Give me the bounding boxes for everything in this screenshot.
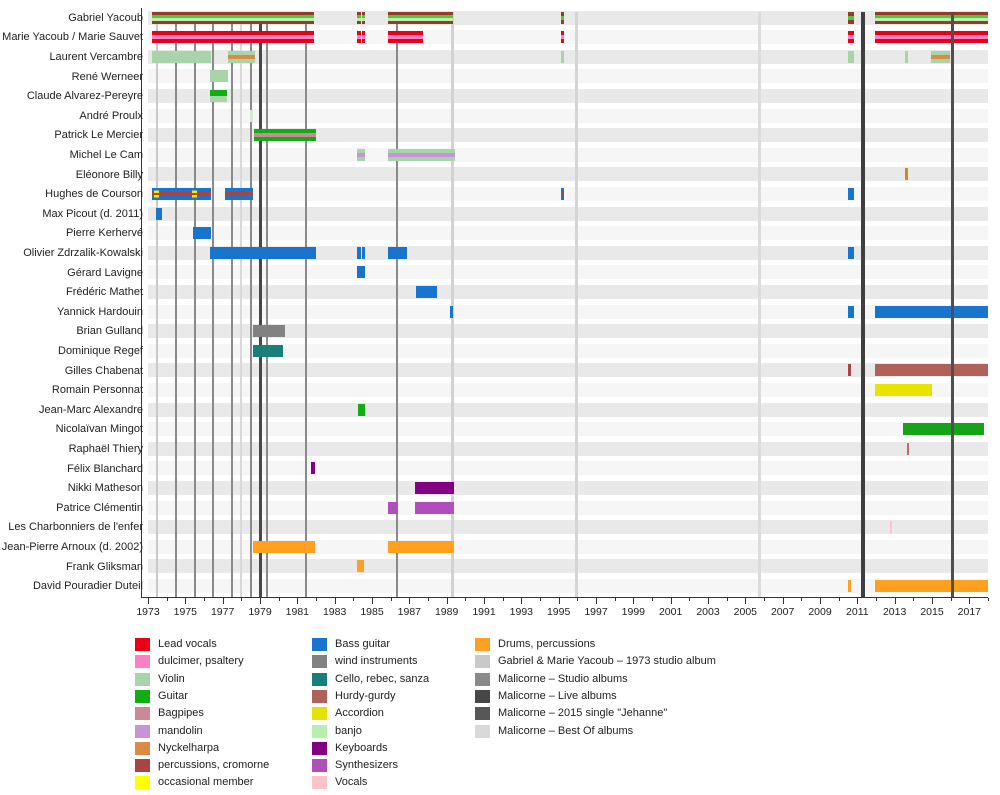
- member-label: Brian Gulland: [76, 325, 143, 338]
- timeline-bar: [362, 247, 366, 259]
- timeline-bar: [253, 541, 315, 553]
- axis-year-label: 1989: [434, 606, 459, 618]
- timeline-bar: [875, 384, 932, 396]
- timeline-bar: [156, 208, 162, 220]
- member-label: Claude Alvarez-Pereyre: [26, 90, 143, 103]
- axis-tick: [297, 598, 298, 604]
- legend-item-label: wind instruments: [335, 655, 418, 668]
- axis-tick: [559, 598, 560, 604]
- legend-item-label: Hurdy-gurdy: [335, 689, 396, 702]
- member-label: Gabriel Yacoub: [68, 11, 143, 24]
- member-label: Patrick Le Mercier: [54, 129, 143, 142]
- timeline-bar: [388, 31, 423, 43]
- axis-tick: [185, 598, 186, 604]
- timeline-bar: [907, 443, 909, 455]
- legend-item-label: Malicorne – Best Of albums: [498, 724, 634, 737]
- legend-swatch: [475, 638, 490, 651]
- timeline-bar: [357, 12, 361, 24]
- axis-tick: [148, 598, 149, 604]
- axis-year-label: 2005: [733, 606, 757, 618]
- timeline-bar: [152, 51, 211, 63]
- axis-tick: [391, 598, 392, 601]
- axis-tick: [671, 598, 672, 604]
- timeline-bar: [561, 51, 564, 63]
- timeline-bar: [362, 31, 366, 43]
- axis-tick: [633, 598, 634, 604]
- legend-item-label: Synthesizers: [335, 759, 398, 772]
- axis-year-label: 2017: [957, 606, 981, 618]
- timeline-bar: [358, 404, 365, 416]
- axis-tick: [951, 598, 952, 601]
- timeline-bar: [154, 188, 160, 200]
- timeline-bar: [561, 12, 564, 24]
- timeline-bar: [415, 482, 454, 494]
- axis-year-label: 2011: [846, 606, 869, 618]
- timeline-bar: [152, 188, 211, 200]
- timeline-bar: [250, 110, 253, 122]
- timeline-bar: [362, 12, 366, 24]
- axis-tick: [577, 598, 578, 601]
- axis-tick: [241, 598, 242, 601]
- legend-swatch: [135, 655, 150, 668]
- timeline-bar: [875, 580, 988, 592]
- album-line: [861, 12, 865, 597]
- timeline-bar: [848, 188, 854, 200]
- axis-tick: [465, 598, 466, 601]
- axis-tick: [745, 598, 746, 604]
- legend-item-label: Violin: [158, 672, 185, 685]
- member-label: Marie Yacoub / Marie Sauvet: [2, 31, 143, 44]
- legend-item-label: Lead vocals: [158, 638, 217, 650]
- timeline-bar: [561, 31, 564, 43]
- legend-swatch: [475, 725, 490, 738]
- member-label: Nikki Matheson: [67, 482, 143, 495]
- axis-tick: [820, 598, 821, 604]
- timeline-bar: [875, 12, 988, 24]
- legend-swatch: [312, 690, 327, 703]
- album-line: [156, 12, 158, 597]
- axis-tick: [447, 598, 448, 604]
- member-label: David Pouradier Duteil: [32, 580, 143, 593]
- axis-year-label: 1987: [397, 606, 421, 618]
- axis-tick: [913, 598, 914, 601]
- legend-item-label: Guitar: [158, 689, 188, 702]
- member-label: Yannick Hardouin: [56, 305, 143, 318]
- timeline-bar: [192, 188, 198, 200]
- axis-tick: [353, 598, 354, 601]
- legend-item-label: Vocals: [335, 776, 368, 789]
- axis-tick: [223, 598, 224, 604]
- legend-item-label: Bass guitar: [335, 638, 391, 650]
- timeline-bar: [152, 31, 314, 43]
- timeline-bar: [450, 306, 453, 318]
- member-label: Pierre Kerhervé: [65, 227, 143, 240]
- axis-year-label: 2009: [808, 606, 832, 618]
- axis-tick: [428, 598, 429, 601]
- legend-swatch: [135, 742, 150, 755]
- axis-tick: [484, 598, 485, 604]
- legend-swatch: [135, 690, 150, 703]
- album-line: [758, 12, 761, 597]
- member-label: Patrice Clémentin: [56, 501, 143, 514]
- timeline-bar: [875, 306, 988, 318]
- timeline-bar: [228, 51, 255, 63]
- axis-year-label: 2013: [882, 606, 907, 618]
- axis-tick: [839, 598, 840, 601]
- legend-swatch: [312, 707, 327, 720]
- member-label: Olivier Zdrzalik-Kowalski: [23, 247, 143, 259]
- axis-year-label: 2015: [920, 606, 944, 618]
- timeline-bar: [848, 247, 854, 259]
- legend-item-label: Drums, percussions: [498, 638, 596, 650]
- timeline-bar: [416, 286, 437, 298]
- member-label: Jean-Pierre Arnoux (d. 2002): [1, 541, 143, 553]
- timeline-bar: [357, 266, 365, 278]
- timeline-bar: [152, 12, 314, 24]
- legend-item-label: Malicorne – Live albums: [498, 689, 617, 702]
- timeline-bar: [931, 51, 950, 63]
- axis-tick: [857, 598, 858, 604]
- axis-tick: [727, 598, 728, 601]
- member-label: Jean-Marc Alexandre: [39, 403, 143, 416]
- timeline-bar: [890, 521, 892, 533]
- album-line: [305, 12, 307, 597]
- timeline-bar: [357, 149, 365, 161]
- member-label: Dominique Regef: [58, 345, 143, 357]
- timeline-bar: [388, 247, 408, 259]
- x-axis-line: [141, 597, 988, 598]
- member-label: Gérard Lavigne: [67, 266, 143, 279]
- album-line: [259, 12, 262, 597]
- axis-year-label: 2001: [658, 606, 683, 618]
- timeline-bar: [357, 31, 361, 43]
- axis-year-label: 1977: [210, 606, 235, 618]
- timeline-bar: [357, 247, 361, 259]
- legend-swatch: [135, 725, 150, 738]
- axis-year-label: 1991: [472, 606, 496, 618]
- legend-item-label: Malicorne – Studio albums: [498, 672, 628, 685]
- axis-tick: [521, 598, 522, 604]
- timeline-bar: [848, 364, 851, 376]
- timeline-bar: [210, 90, 228, 102]
- timeline-bar: [561, 188, 564, 200]
- timeline-bar: [388, 541, 454, 553]
- member-label: Max Picout (d. 2011): [42, 207, 143, 220]
- legend-item-label: banjo: [335, 724, 362, 737]
- axis-tick: [279, 598, 280, 601]
- member-label: Hughes de Courson: [45, 188, 143, 201]
- axis-tick: [932, 598, 933, 604]
- timeline-bar: [210, 70, 229, 82]
- timeline-bar: [848, 51, 854, 63]
- legend-swatch: [135, 673, 150, 686]
- member-label: Gilles Chabenat: [64, 364, 143, 377]
- axis-year-label: 1993: [509, 606, 533, 618]
- legend-swatch: [312, 776, 327, 789]
- legend-swatch: [475, 673, 490, 686]
- legend-swatch: [312, 638, 327, 651]
- axis-tick: [969, 598, 970, 604]
- axis-tick: [876, 598, 877, 601]
- member-label: Félix Blanchard: [67, 462, 143, 475]
- member-label: Nicolaïvan Mingot: [55, 423, 143, 436]
- album-line: [231, 12, 233, 597]
- member-label: Frank Gliksman: [65, 560, 143, 573]
- legend-item-label: Bagpipes: [158, 707, 204, 720]
- member-label: Raphaël Thiery: [68, 443, 143, 455]
- axis-year-label: 2003: [696, 606, 720, 618]
- timeline-bar: [903, 423, 984, 435]
- timeline-bar: [225, 188, 252, 200]
- axis-tick: [708, 598, 709, 604]
- timeline-bar: [848, 12, 854, 24]
- axis-tick: [895, 598, 896, 604]
- album-line: [266, 12, 268, 597]
- member-label: René Werneer: [71, 70, 143, 83]
- legend-item-label: Keyboards: [335, 741, 388, 754]
- legend-item-label: mandolin: [158, 724, 203, 737]
- timeline-bar: [415, 502, 454, 514]
- member-label: Romain Personnat: [51, 384, 143, 397]
- axis-tick: [503, 598, 504, 601]
- axis-year-label: 1973: [136, 606, 160, 618]
- axis-tick: [316, 598, 317, 601]
- timeline-bar: [357, 560, 364, 572]
- member-label: Michel Le Cam: [69, 149, 143, 161]
- timeline-bar: [210, 247, 316, 259]
- legend-swatch: [312, 673, 327, 686]
- timeline-bar: [193, 227, 211, 239]
- timeline-bar: [254, 129, 316, 141]
- timeline-bar: [848, 580, 851, 592]
- timeline-bar: [388, 502, 398, 514]
- axis-year-label: 1981: [285, 606, 309, 618]
- legend-swatch: [135, 707, 150, 720]
- timeline-bar: [875, 31, 988, 43]
- album-line: [951, 12, 954, 597]
- legend-swatch: [312, 742, 327, 755]
- axis-tick: [596, 598, 597, 604]
- album-line: [240, 12, 242, 597]
- legend-item-label: occasional member: [158, 776, 254, 789]
- legend-swatch: [312, 725, 327, 738]
- member-label: Eléonore Billy: [75, 168, 143, 181]
- member-label: Frédéric Mathet: [65, 286, 143, 299]
- axis-year-label: 1995: [546, 606, 571, 618]
- axis-tick: [409, 598, 410, 604]
- legend-swatch: [135, 776, 150, 789]
- axis-tick: [652, 598, 653, 601]
- legend-item-label: dulcimer, psaltery: [158, 655, 244, 668]
- axis-tick: [615, 598, 616, 601]
- axis-year-label: 1983: [322, 606, 347, 618]
- album-line: [175, 12, 177, 597]
- axis-tick: [335, 598, 336, 604]
- timeline-bar: [905, 168, 908, 180]
- member-label: Les Charbonniers de l'enfer: [8, 521, 143, 534]
- album-line: [250, 12, 252, 597]
- timeline-bar: [253, 345, 283, 357]
- album-line: [575, 12, 578, 597]
- axis-year-label: 2007: [770, 606, 795, 618]
- legend-item-label: Malicorne – 2015 single "Jehanne": [498, 707, 668, 720]
- axis-tick: [540, 598, 541, 601]
- timeline-bar: [388, 12, 453, 24]
- legend-item-label: Accordion: [335, 707, 384, 720]
- legend-swatch: [475, 690, 490, 703]
- axis-year-label: 1999: [621, 606, 645, 618]
- axis-tick: [689, 598, 690, 601]
- member-label: Laurent Vercambre: [49, 51, 143, 63]
- timeline-bar: [311, 462, 315, 474]
- legend-item-label: Cello, rebec, sanza: [335, 672, 430, 685]
- legend-swatch: [312, 759, 327, 772]
- legend-item-label: Nyckelharpa: [158, 741, 220, 754]
- axis-tick: [988, 598, 989, 601]
- timeline-bar: [848, 31, 854, 43]
- axis-tick: [801, 598, 802, 601]
- legend-item-label: percussions, cromorne: [158, 759, 270, 772]
- axis-tick: [167, 598, 168, 601]
- legend-swatch: [475, 707, 490, 720]
- legend-swatch: [312, 655, 327, 668]
- timeline-bar: [253, 325, 285, 337]
- legend-item-label: Gabriel & Marie Yacoub – 1973 studio album: [498, 655, 716, 668]
- timeline-bar: [875, 364, 988, 376]
- timeline-bar: [388, 149, 455, 161]
- axis-year-label: 1979: [248, 606, 272, 618]
- timeline-bar: [848, 306, 854, 318]
- axis-year-label: 1975: [173, 606, 197, 618]
- legend-swatch: [135, 638, 150, 651]
- timeline-bar: [905, 51, 908, 63]
- album-line: [194, 12, 196, 597]
- legend-swatch: [475, 655, 490, 668]
- axis-tick: [783, 598, 784, 604]
- axis-year-label: 1985: [360, 606, 384, 618]
- axis-tick: [764, 598, 765, 601]
- axis-year-label: 1997: [584, 606, 608, 618]
- axis-tick: [372, 598, 373, 604]
- member-label: André Proulx: [79, 109, 143, 122]
- axis-tick: [204, 598, 205, 601]
- legend-swatch: [135, 759, 150, 772]
- axis-tick: [260, 598, 261, 604]
